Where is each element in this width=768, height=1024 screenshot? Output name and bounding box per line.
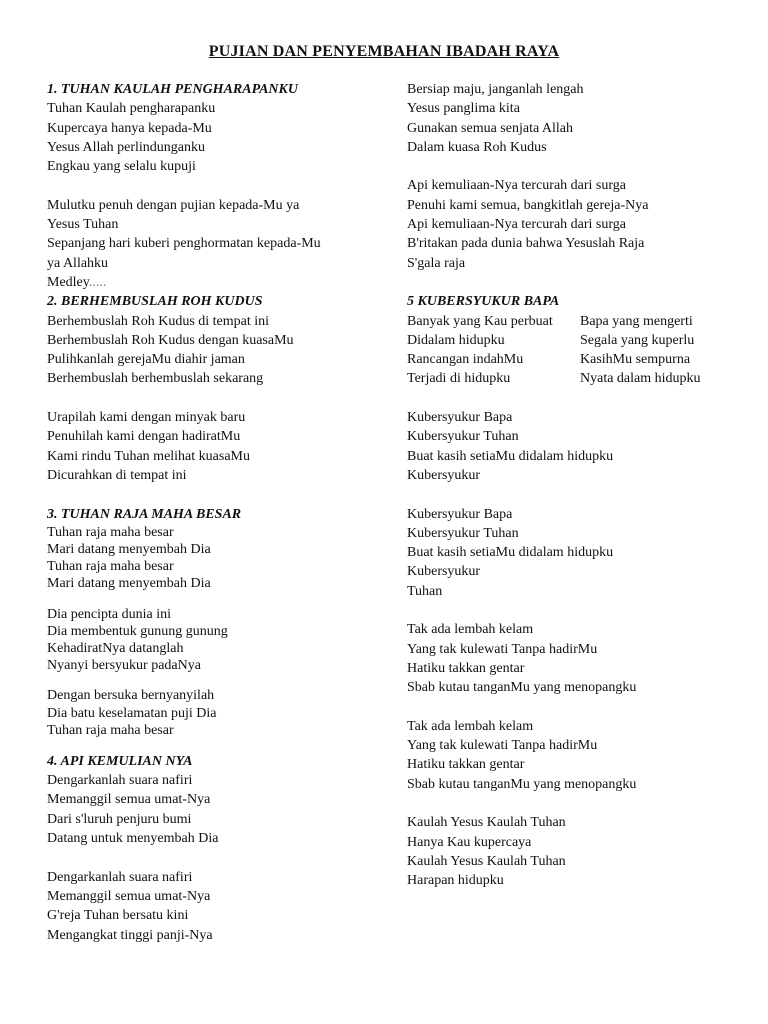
medley-label: Medley — [47, 274, 89, 290]
lyric-line: Penuhi kami semua, bangkitlah gereja-Nya — [407, 197, 649, 213]
medley-note — [47, 273, 387, 292]
lyric-line: Tak ada lembah kelam — [407, 622, 534, 638]
lyric-line: Kubersyukur — [407, 467, 481, 483]
lyric-line: Yang tak kulewati Tanpa hadirMu — [407, 641, 598, 657]
lyric-line: Dengan bersuka bernyanyilah — [47, 688, 215, 704]
lyric-pair-right: Bapa yang mengerti — [580, 313, 693, 329]
lyric-line: Yesus panglima kita — [407, 101, 520, 117]
lyric-pair — [407, 312, 747, 331]
lyric-line: Kubersyukur — [407, 564, 481, 580]
lyric-line: S'gala raja — [407, 255, 466, 271]
lyric-line: Yesus Allah perlindunganku — [47, 139, 206, 155]
lyric-line: Mari datang menyembah Dia — [47, 576, 211, 592]
lyric-pair — [407, 369, 747, 388]
lyric-line: Kubersyukur Tuhan — [407, 429, 519, 445]
lyric-line: Memanggil semua umat-Nya — [47, 888, 211, 904]
lyric-line: Kupercaya hanya kepada-Mu — [47, 120, 212, 136]
lyric-line: Kubersyukur Tuhan — [407, 525, 519, 541]
stanza-gap — [407, 389, 747, 408]
lyric-pair-right: Nyata dalam hidupku — [580, 371, 701, 387]
lyric-line: Kubersyukur Bapa — [407, 410, 513, 426]
stanza-gap — [47, 739, 387, 752]
lyric-line: Api kemuliaan-Nya tercurah dari surga — [407, 178, 626, 194]
stanza-gap — [407, 794, 747, 813]
lyric-pair-left: Rancangan indahMu — [407, 352, 524, 368]
lyric-line: Engkau yang selalu kupuji — [47, 159, 196, 175]
lyric-line: Kami rindu Tuhan melihat kuasaMu — [47, 448, 250, 464]
lyric-line: Hatiku takkan gentar — [407, 757, 525, 773]
lyric-line: Kaulah Yesus Kaulah Tuhan — [407, 853, 566, 869]
lyric-line: Sbab kutau tanganMu yang menopangku — [407, 776, 637, 792]
lyric-pair-right: KasihMu sempurna — [580, 352, 691, 368]
stanza-gap — [407, 485, 747, 504]
lyric-line: Penuhilah kami dengan hadiratMu — [47, 429, 241, 445]
lyric-line: Tuhan Kaulah pengharapanku — [47, 101, 216, 117]
lyric-line: Hatiku takkan gentar — [407, 660, 525, 676]
lyric-line: KehadiratNya datanglah — [47, 640, 184, 656]
lyric-line: Mari datang menyembah Dia — [47, 542, 211, 558]
lyric-line: Tak ada lembah kelam — [407, 718, 534, 734]
lyric-line: Dalam kuasa Roh Kudus — [407, 139, 547, 155]
lyric-line: Pulihkanlah gerejaMu diahir jaman — [47, 352, 245, 368]
song-2-heading: 2. BERHEMBUSLAH ROH KUDUS — [47, 294, 263, 310]
lyric-line: B'ritakan pada dunia bahwa Yesuslah Raja — [407, 236, 645, 252]
lyric-line: Tuhan raja maha besar — [47, 559, 174, 575]
lyric-line: Api kemuliaan-Nya tercurah dari surga — [407, 217, 626, 233]
lyric-line: Harapan hidupku — [407, 873, 504, 889]
lyric-line: Kaulah Yesus Kaulah Tuhan — [407, 815, 566, 831]
lyric-line: Sbab kutau tanganMu yang menopangku — [407, 680, 637, 696]
lyric-pair-right: Segala yang kuperlu — [580, 332, 695, 348]
lyric-pair-left: Terjadi di hidupku — [407, 371, 511, 387]
lyric-line: Mulutku penuh dengan pujian kepada-Mu ya — [47, 197, 300, 213]
lyric-line: Kubersyukur Bapa — [407, 506, 513, 522]
lyric-pair-left: Didalam hidupku — [407, 332, 505, 348]
lyric-line: Tuhan raja maha besar — [47, 524, 174, 540]
stanza-gap — [47, 389, 387, 408]
medley-dots: ..... — [88, 274, 107, 290]
lyric-pair-left: Banyak yang Kau perbuat — [407, 313, 553, 329]
lyric-line: Gunakan semua senjata Allah — [407, 120, 574, 136]
stanza-gap — [407, 273, 747, 292]
stanza-gap — [47, 674, 387, 687]
stanza-gap — [47, 485, 387, 504]
lyric-line: Dicurahkan di tempat ini — [47, 467, 187, 483]
lyric-line: ya Allahku — [47, 255, 109, 271]
page-title: PUJIAN DAN PENYEMBAHAN IBADAH RAYA — [208, 43, 560, 60]
lyric-line: Hanya Kau kupercaya — [407, 834, 532, 850]
lyric-line: Berhembuslah Roh Kudus di tempat ini — [47, 313, 270, 329]
lyric-line: Yesus Tuhan — [47, 217, 119, 233]
left-column — [47, 80, 387, 945]
lyric-line: Datang untuk menyembah Dia — [47, 831, 219, 847]
lyric-line: Mengangkat tinggi panji-Nya — [47, 927, 213, 943]
song-1-heading: 1. TUHAN KAULAH PENGHARAPANKU — [47, 82, 298, 97]
lyric-line: Bersiap maju, janganlah lengah — [407, 82, 584, 97]
lyric-pair — [407, 331, 747, 350]
stanza-gap — [47, 176, 387, 195]
lyric-line: Dari s'luruh penjuru bumi — [47, 811, 192, 827]
lyric-line: Sepanjang hari kuberi penghormatan kepada-Mu — [47, 236, 321, 252]
right-column — [407, 80, 747, 890]
stanza-gap — [407, 698, 747, 717]
lyric-line: Memanggil semua umat-Nya — [47, 792, 211, 808]
lyric-line: Yang tak kulewati Tanpa hadirMu — [407, 738, 598, 754]
lyric-line: Tuhan — [407, 583, 443, 599]
lyric-line: Tuhan raja maha besar — [47, 722, 174, 738]
lyric-line: Berhembuslah Roh Kudus dengan kuasaMu — [47, 332, 294, 348]
lyric-line: Dengarkanlah suara nafiri — [47, 869, 193, 885]
lyric-line: Dia membentuk gunung gunung — [47, 623, 228, 639]
stanza-gap — [407, 157, 747, 176]
lyric-line: Urapilah kami dengan minyak baru — [47, 410, 246, 426]
song-3-heading: 3. TUHAN RAJA MAHA BESAR — [47, 506, 242, 522]
lyric-pair — [407, 350, 747, 369]
lyric-line: Dengarkanlah suara nafiri — [47, 773, 193, 789]
lyric-line: Dia batu keselamatan puji Dia — [47, 705, 217, 721]
lyric-line: Buat kasih setiaMu didalam hidupku — [407, 448, 614, 464]
stanza-gap — [407, 601, 747, 620]
stanza-gap — [47, 848, 387, 867]
lyric-line: Nyanyi bersyukur padaNya — [47, 658, 201, 674]
stanza-gap — [47, 593, 387, 606]
lyric-line: Dia pencipta dunia ini — [47, 606, 172, 622]
song-5-heading: 5 KUBERSYUKUR BAPA — [407, 294, 560, 310]
lyric-line: G'reja Tuhan bersatu kini — [47, 908, 189, 924]
song-4-heading: 4. API KEMULIAN NYA — [47, 753, 193, 769]
lyric-line: Berhembuslah berhembuslah sekarang — [47, 371, 264, 387]
lyric-line: Buat kasih setiaMu didalam hidupku — [407, 545, 614, 561]
